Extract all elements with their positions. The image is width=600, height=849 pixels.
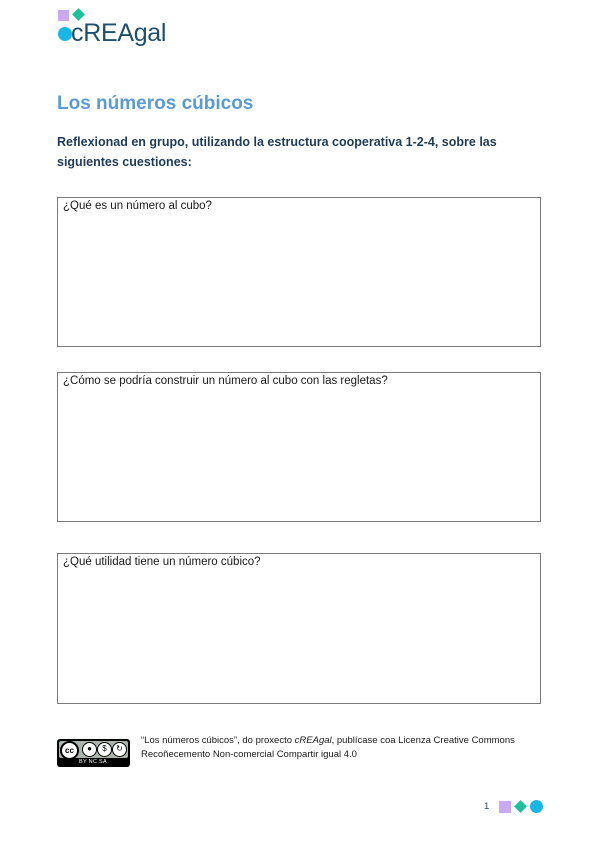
page-title: Los números cúbicos <box>57 93 254 114</box>
footer-diamond-icon <box>514 800 527 813</box>
page-number: 1 <box>484 801 490 812</box>
project-name: cREAgal <box>294 735 332 746</box>
sa-share-icon: ↻ <box>112 742 127 757</box>
instructions: Reflexionad en grupo, utilizando la estructura cooperativa 1-2-4, sobre las siguientes cuestiones: <box>57 135 497 169</box>
by-person-icon: ● <box>82 742 97 757</box>
footer-circle-icon <box>530 800 543 813</box>
logo-circle-icon <box>58 27 72 41</box>
question-box-3[interactable] <box>57 553 541 704</box>
question-box-1[interactable] <box>57 197 541 347</box>
cc-labels: BY NC SA <box>79 759 107 765</box>
footer-square-icon <box>499 801 511 813</box>
question-box-2[interactable] <box>57 372 541 522</box>
logo-square-icon <box>58 10 69 21</box>
nc-dollar-icon: $ <box>97 742 112 757</box>
creagal-logo <box>57 8 177 48</box>
license-text: “Los números cúbicos”, do proxecto cREAgal, publícase coa Licenza Creative Commons Recoñecemento Non-comercial Compartir igual 4.0 <box>141 735 515 760</box>
logo-text: cREAgal <box>71 19 167 47</box>
question-text: ¿Qué es un número al cubo? <box>63 200 212 212</box>
cc-license-badge <box>57 739 130 767</box>
question-text: ¿Cómo se podría construir un número al cubo con las regletas? <box>63 375 388 387</box>
cc-icon: cc <box>60 741 79 760</box>
question-text: ¿Qué utilidad tiene un número cúbico? <box>63 556 261 568</box>
